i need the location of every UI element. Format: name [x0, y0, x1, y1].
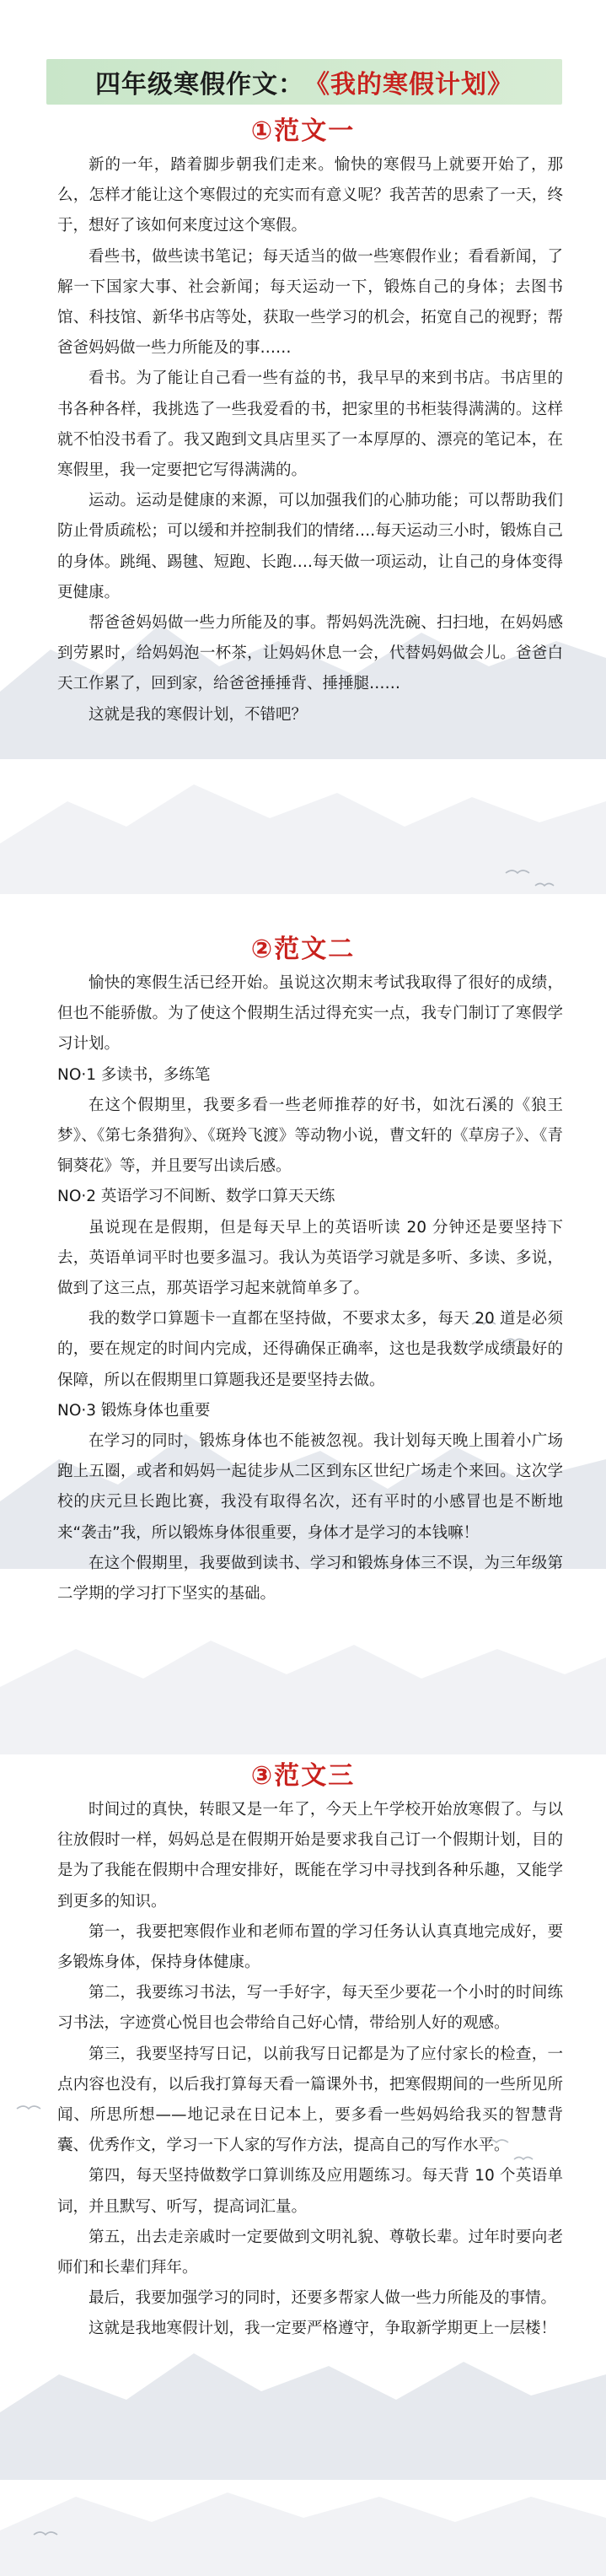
mountain-decoration: [0, 784, 606, 894]
paragraph: 第一，我要把寒假作业和老师布置的学习任务认认真真地完成好，要多锻炼身体，保持身体健康。: [57, 1922, 563, 1972]
paragraph: 这就是我地寒假计划，我一定要严格遵守，争取新学期更上一层楼！: [88, 2320, 557, 2338]
paragraph: 在这个假期里，我要多看一些老师推荐的好书，如沈石溪的《狼王梦》、《第七条猎狗》、《斑羚飞渡》等动物小说，曹文轩的《草房子》、《青铜葵花》等，并且要写出读后感。: [57, 1096, 563, 1176]
paragraph: 帮爸爸妈妈做一些力所能及的事。帮妈妈洗洗碗、扫扫地，在妈妈感到劳累时，给妈妈泡一杯茶，让妈妈休息一会，代替妈妈做会儿。爸爸白天工作累了，回到家，给爸爸捶捶背、捶捶腿……: [57, 614, 563, 693]
paragraph: 这就是我的寒假计划，不错吧？: [88, 705, 308, 724]
mountain-decoration: [0, 2353, 606, 2480]
title-prefix: 四年级寒假作文：: [95, 70, 304, 100]
paragraph: 新的一年，踏着脚步朝我们走来。愉快的寒假马上就要开始了，那么，怎样才能让这个寒假过的充实而有意义呢？我苦苦的思索了一天，终于，想好了该如何来度过这个寒假。: [57, 156, 563, 235]
section-heading-3: ③范文三: [250, 1761, 356, 1791]
subheading: NO·1 多读书，多练笔: [57, 1065, 211, 1084]
paragraph: 最后，我要加强学习的同时，还要多帮家人做一些力所能及的事情。: [88, 2289, 557, 2308]
paragraph: 第五，出去走亲戚时一定要做到文明礼貌、尊敬长辈。过年时要向老师们和长辈们拜年。: [57, 2228, 563, 2277]
paragraph: 我的数学口算题卡一直都在坚持做，不要求太多，每天 20 道是必须的，要在规定的时间内完成，还得确保正确率，这也是我数学成绩最好的保障，所以在假期里口算题我还是要坚持去做。: [57, 1310, 563, 1389]
paragraph: 第四，每天坚持做数学口算训练及应用题练习。每天背 10 个英语单词，并且默写、听写，提高词汇量。: [57, 2167, 563, 2216]
paragraph: 运动。运动是健康的来源，可以加强我们的心肺功能；可以帮助我们防止骨质疏松；可以缓和并控制我们的情绪….每天运动三小时，锻炼自己的身体。跳绳、踢毽、短跑、长跑….每天做一项运动，让自己的身体变得更健康。: [57, 492, 563, 601]
section-body-2: [57, 968, 563, 1609]
paragraph: 愉快的寒假生活已经开始。虽说这次期末考试我取得了很好的成绩，但也不能骄傲。为了使这个假期生活过得充实一点，我专门制订了寒假学习计划。: [57, 974, 563, 1054]
paragraph: 看书。为了能让自己看一些有益的书，我早早的来到书店。书店里的书各种各样，我挑选了一些我爱看的书，把家里的书柜装得满满的。这样就不怕没书看了。我又跑到文具店里买了一本厚厚的、漂亮的笔记本，在寒假里，我一定要把它写得满满的。: [57, 369, 563, 480]
subheading: NO·2 英语学习不间断、数学口算天天练: [57, 1188, 335, 1206]
section-heading-1: ①范文一: [250, 116, 356, 146]
title-main: 《我的寒假计划》: [304, 70, 513, 100]
section-body-1: [57, 150, 563, 730]
paragraph: 在学习的同时，锻炼身体也不能被忽视。我计划每天晚上围着小广场跑上五圈，或者和妈妈一起徒步从二区到东区世纪广场走个来回。这次学校的庆元旦长跑比赛，我没有取得名次，还有平时的小感冒也是不断地来“袭击”我，所以锻炼身体很重要，身体才是学习的本钱嘛！: [57, 1432, 563, 1542]
paragraph: 时间过的真快，转眼又是一年了，今天上午学校开始放寒假了。与以往放假时一样，妈妈总是在假期开始是要求我自己订一个假期计划，目的是为了我能在假期中合理安排好，既能在学习中寻找到各种乐趣，又能学到更多的知识。: [57, 1801, 563, 1910]
paragraph: 看些书，做些读书笔记；每天适当的做一些寒假作业；看看新闻，了解一下国家大事、社会新闻；每天运动一下，锻炼自己的身体；去图书馆、科技馆、新华书店等处，获取一些学习的机会，拓宽自己的视野；帮爸爸妈妈做一些力所能及的事……: [57, 247, 563, 358]
mountain-decoration: [0, 1641, 606, 1754]
paragraph: 在这个假期里，我要做到读书、学习和锻炼身体三不误，为三年级第二学期的学习打下坚实的基础。: [57, 1554, 563, 1603]
mountain-decoration: [0, 2492, 606, 2576]
section-body-3: [57, 1795, 563, 2345]
page-title: [46, 59, 562, 105]
subheading: NO·3 锻炼身体也重要: [57, 1401, 211, 1420]
paragraph: 第三，我要坚持写日记，以前我写日记都是为了应付家长的检查，一点内容也没有，以后我打算每天看一篇课外书，把寒假期间的一些所见所闻、所思所想——地记录在日记本上，要多看一些妈妈给我买的智慧背囊、优秀作文，学习一下人家的写作方法，提高自己的写作水平。: [57, 2045, 563, 2155]
paragraph: 虽说现在是假期，但是每天早上的英语听读 20 分钟还是要坚持下去，英语单词平时也要多温习。我认为英语学习就是多听、多读、多说，做到了这三点，那英语学习起来就简单多了。: [57, 1218, 563, 1298]
paragraph: 第二，我要练习书法，写一手好字，每天至少要花一个小时的时间练习书法，字迹赏心悦目也会带给自己好心情，带给别人好的观感。: [57, 1984, 563, 2033]
bird-icon: [17, 2106, 40, 2109]
section-heading-2: ②范文二: [250, 935, 356, 964]
